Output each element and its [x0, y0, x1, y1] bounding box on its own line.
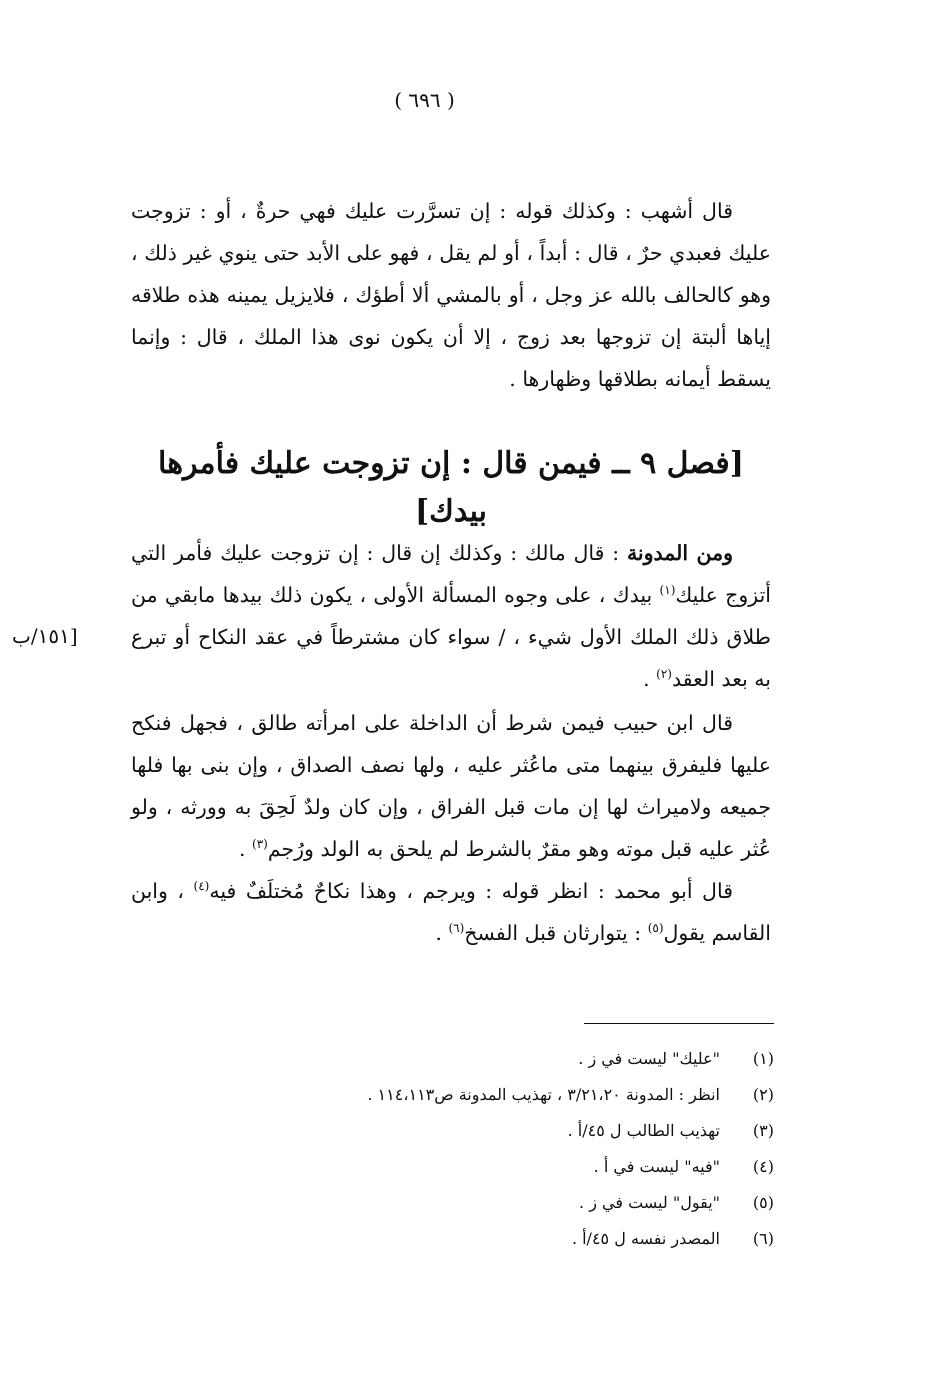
footnote-item — [154, 1041, 774, 1077]
footnote-text: تهذيب الطالب ل ٤٥/أ . — [567, 1121, 720, 1140]
paragraph-text: ، وابن القاسم يقول — [131, 879, 771, 945]
paragraph-abu-muhammad — [131, 870, 771, 954]
footnote-item — [154, 1149, 774, 1185]
footnote-separator — [584, 1023, 774, 1024]
paragraph-text: قال ابن حبيب فيمن شرط أن الداخلة على امرأته طالق ، فجهل فنكح عليها فليفرق بينهما متى ماعُثر عليه ، ولها نصف الصداق ، وإن بنى بها فلها جميعه ولاميراث لها إن مات قبل الفراق ، وإن كان ولدٌ لَحِقَ به وورثه ، ولو عُثر عليه قبل موته وهو مقرٌ بالشرط لم يلحق به الولد ورُجم — [131, 711, 771, 861]
footnote-item — [154, 1077, 774, 1113]
footnote-text: "يقول" ليست في ز . — [579, 1193, 720, 1212]
footnote-ref: (٦) — [448, 921, 465, 936]
footnote-ref: (٤) — [193, 879, 210, 894]
paragraph-text: . — [643, 667, 657, 691]
paragraph-mudawwana — [131, 532, 771, 700]
footnote-number: (١) — [752, 1049, 774, 1068]
footnote-number: (٥) — [752, 1193, 774, 1212]
section-heading: [فصل ٩ ــ فيمن قال : إن تزوجت عليك فأمرها بيدك] — [158, 446, 744, 529]
paragraph-lead: ومن المدونة — [626, 541, 733, 565]
paragraph-ibn-habib — [131, 702, 771, 870]
footnote-text: "فيه" ليست في أ . — [593, 1157, 720, 1176]
footnote-number: (٤) — [752, 1157, 774, 1176]
paragraph-ashhab: قال أشهب : وكذلك قوله : إن تسرَّرت عليك فهي حرةٌ ، أو : تزوجت عليك فعبدي حرٌ ، قال : أبداً ، أو لم يقل ، فهو على الأبد حتى ينوي غير ذلك ، وهو كالحالف بالله عز وجل ، أو بالمشي ألا أطؤك ، فلايزيل يمينه هذه طلاقه إياها ألبتة إن تزوجها بعد زوج ، إلا أن يكون نوى هذا الملك ، قال : وإنما يسقط أيمانه بطلاقها وظهارها . — [131, 199, 771, 391]
footnote-item — [154, 1221, 774, 1257]
footnote-number: (٣) — [752, 1121, 774, 1140]
footnote-text: انظر : المدونة ٣/٢١،٢٠ ، تهذيب المدونة ص١١٤،١١٣ . — [367, 1085, 720, 1104]
page-number: ( ٦٩٦ ) — [394, 88, 455, 112]
footnotes-list — [154, 1041, 774, 1257]
footnote-text: "عليك" ليست في ز . — [578, 1049, 720, 1068]
footnote-ref: (٢) — [656, 667, 672, 682]
folio-margin-note: [١٥١/ب — [12, 624, 78, 648]
footnote-ref: (٥) — [647, 921, 664, 936]
footnote-ref: (٣) — [252, 837, 268, 852]
paragraph-text: : يتوارثان قبل الفسخ — [464, 921, 648, 945]
footnote-item — [154, 1113, 774, 1149]
footnote-text: المصدر نفسه ل ٤٥/أ . — [571, 1229, 720, 1248]
footnote-number: (٢) — [752, 1085, 774, 1104]
paragraph-text: . — [435, 921, 449, 945]
paragraph-text: بيدك ، على وجوه المسألة الأولى ، يكون ذلك بيدها مابقي من طلاق ذلك الملك الأول شيء ، / سواء كان مشترطاً في عقد النكاح أو تبرع به بعد العقد — [131, 583, 771, 691]
paragraph-text: . — [238, 837, 252, 861]
paragraph-text: قال أبو محمد : انظر قوله : ويرجم ، وهذا نكاحٌ مُختلَفٌ فيه — [209, 879, 733, 903]
footnote-item — [154, 1185, 774, 1221]
paragraph-text: : قال مالك : وكذلك إن قال : إن تزوجت عليك فأمر التي أتزوج عليك — [131, 541, 771, 607]
footnote-number: (٦) — [752, 1229, 774, 1248]
footnote-ref: (١) — [659, 583, 676, 598]
